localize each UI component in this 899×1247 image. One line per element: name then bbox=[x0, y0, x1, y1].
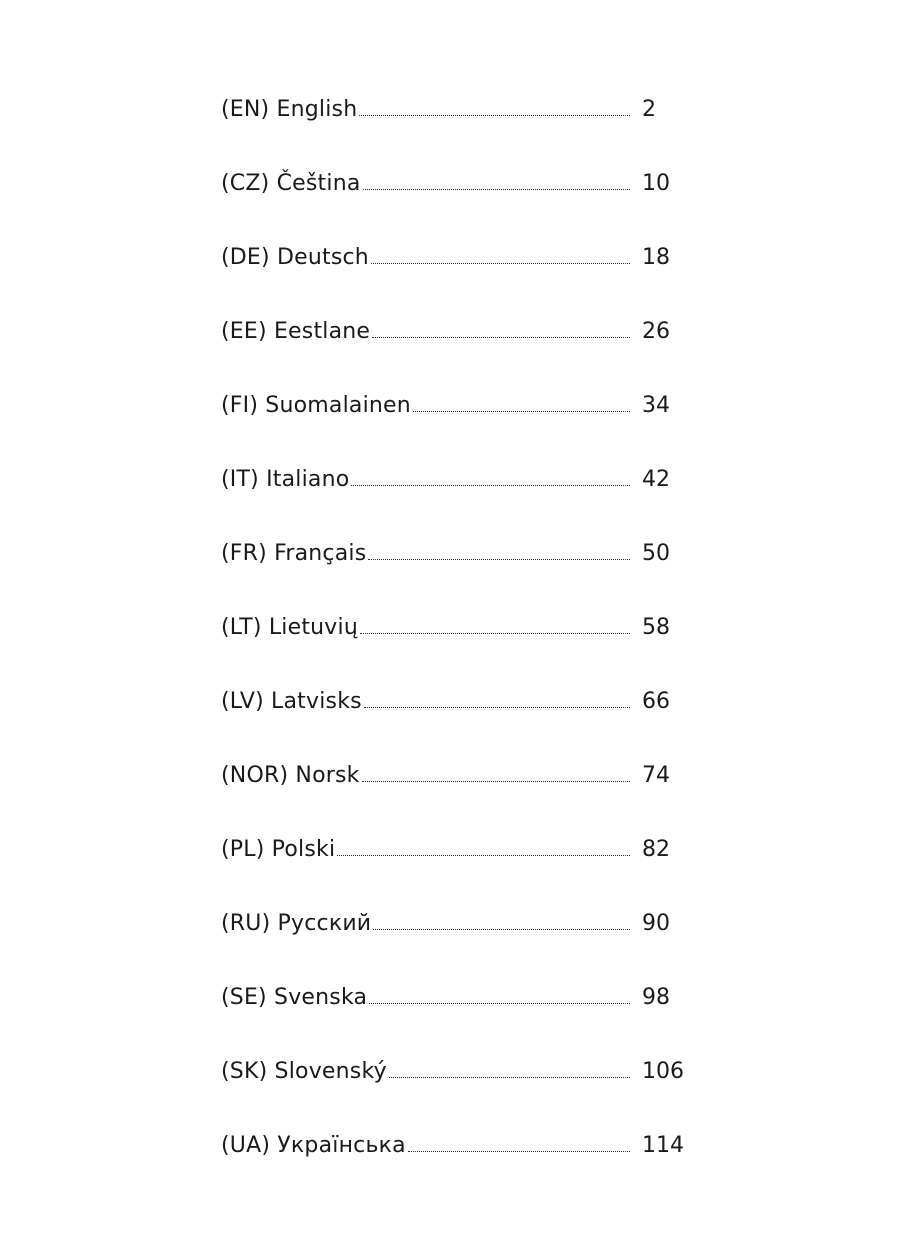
dotted-leader bbox=[413, 411, 630, 412]
toc-entry bbox=[221, 162, 701, 236]
table-of-contents bbox=[221, 88, 701, 1198]
toc-entry-page-number: 18 bbox=[642, 245, 670, 270]
toc-entry-page-number: 26 bbox=[642, 319, 670, 344]
dotted-leader bbox=[408, 1151, 630, 1152]
toc-entry bbox=[221, 976, 701, 1050]
toc-entry bbox=[221, 458, 701, 532]
dotted-leader bbox=[360, 633, 630, 634]
dotted-leader bbox=[373, 929, 630, 930]
toc-entry bbox=[221, 1124, 701, 1198]
toc-entry-page-number: 10 bbox=[642, 171, 670, 196]
toc-entry-label: (UA) Українська bbox=[221, 1133, 406, 1158]
toc-entry-page-number: 114 bbox=[642, 1133, 684, 1158]
toc-entry-label: (FR) Français bbox=[221, 541, 367, 566]
dotted-leader bbox=[389, 1077, 630, 1078]
toc-entry-page-number: 34 bbox=[642, 393, 670, 418]
toc-entry-label: (FI) Suomalainen bbox=[221, 393, 411, 418]
toc-entry-label: (PL) Polski bbox=[221, 837, 336, 862]
toc-entry-page-number: 66 bbox=[642, 689, 670, 714]
dotted-leader bbox=[351, 485, 630, 486]
toc-entry-page-number: 2 bbox=[642, 97, 656, 122]
dotted-leader bbox=[362, 781, 630, 782]
dotted-leader bbox=[363, 189, 630, 190]
dotted-leader bbox=[359, 115, 630, 116]
toc-entry bbox=[221, 236, 701, 310]
toc-entry-label: (EN) English bbox=[221, 97, 358, 122]
toc-entry-label: (LT) Lietuvių bbox=[221, 615, 358, 640]
toc-entry bbox=[221, 828, 701, 902]
toc-entry-page-number: 50 bbox=[642, 541, 670, 566]
dotted-leader bbox=[364, 707, 630, 708]
toc-entry bbox=[221, 1050, 701, 1124]
toc-entry bbox=[221, 606, 701, 680]
toc-entry-label: (DE) Deutsch bbox=[221, 245, 369, 270]
toc-entry bbox=[221, 384, 701, 458]
toc-entry-label: (CZ) Čeština bbox=[221, 171, 361, 196]
toc-entry bbox=[221, 754, 701, 828]
toc-entry bbox=[221, 88, 701, 162]
toc-entry bbox=[221, 680, 701, 754]
dotted-leader bbox=[337, 855, 630, 856]
toc-entry-label: (SK) Slovenský bbox=[221, 1059, 387, 1084]
toc-entry-page-number: 90 bbox=[642, 911, 670, 936]
toc-entry-page-number: 98 bbox=[642, 985, 670, 1010]
toc-entry-label: (RU) Русский bbox=[221, 911, 372, 936]
toc-entry-page-number: 42 bbox=[642, 467, 670, 492]
toc-entry-label: (SE) Svenska bbox=[221, 985, 368, 1010]
toc-entry-label: (EE) Eestlane bbox=[221, 319, 371, 344]
toc-entry-label: (NOR) Norsk bbox=[221, 763, 360, 788]
toc-entry-page-number: 74 bbox=[642, 763, 670, 788]
toc-entry bbox=[221, 532, 701, 606]
dotted-leader bbox=[372, 337, 630, 338]
toc-entry bbox=[221, 902, 701, 976]
dotted-leader bbox=[371, 263, 630, 264]
toc-entry-page-number: 106 bbox=[642, 1059, 684, 1084]
dotted-leader bbox=[368, 559, 630, 560]
toc-entry bbox=[221, 310, 701, 384]
toc-entry-page-number: 82 bbox=[642, 837, 670, 862]
toc-entry-label: (IT) Italiano bbox=[221, 467, 350, 492]
toc-entry-page-number: 58 bbox=[642, 615, 670, 640]
dotted-leader bbox=[369, 1003, 630, 1004]
toc-entry-label: (LV) Latvisks bbox=[221, 689, 362, 714]
